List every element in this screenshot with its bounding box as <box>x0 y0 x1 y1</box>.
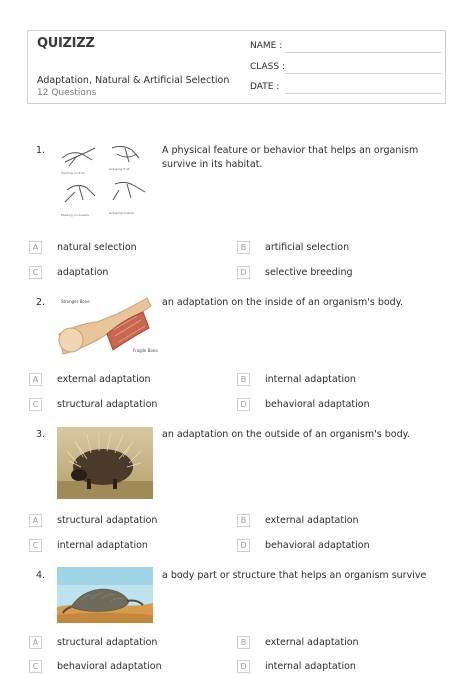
option-letter-box: D <box>237 539 250 552</box>
date-line <box>285 93 441 94</box>
question-number: 3. <box>36 429 46 440</box>
svg-text:Feeding on fruit: Feeding on fruit <box>61 171 85 175</box>
option-letter-box: B <box>237 373 250 386</box>
option-text: internal adaptation <box>265 661 356 672</box>
option-letter-box: A <box>29 514 42 527</box>
quizizz-logo: QUIZIZZ <box>37 36 95 51</box>
option-letter-box: C <box>29 660 42 673</box>
option-text: external adaptation <box>57 374 151 385</box>
svg-text:Feeding on insects: Feeding on insects <box>61 213 89 217</box>
question-number: 1. <box>36 145 46 156</box>
option-letter-box: A <box>29 241 42 254</box>
pangolin-image <box>57 567 153 623</box>
name-field[interactable] <box>250 41 282 51</box>
question-text: an adaptation on the inside of an organism's body. <box>162 297 403 308</box>
worksheet-title: Adaptation, Natural & Artificial Selection <box>37 75 230 86</box>
option-text: natural selection <box>57 242 137 253</box>
option-text: internal adaptation <box>265 374 356 385</box>
svg-text:Grasping fruit: Grasping fruit <box>109 167 130 171</box>
class-field[interactable] <box>250 62 285 72</box>
option-text: behavioral adaptation <box>265 399 370 410</box>
bone-label-fragile: Fragile Bone <box>133 348 158 353</box>
option-text: internal adaptation <box>57 540 148 551</box>
question-text: A physical feature or behavior that helps an organism survive in its habitat. <box>162 145 419 170</box>
option-letter-box: D <box>237 660 250 673</box>
option-letter-box: C <box>29 398 42 411</box>
name-line <box>285 52 441 53</box>
class-label: CLASS : <box>250 62 285 72</box>
option-text: selective breeding <box>265 267 353 278</box>
option-text: structural adaptation <box>57 515 158 526</box>
option-text: external adaptation <box>265 637 359 648</box>
worksheet-header <box>27 30 446 104</box>
porcupine-image <box>57 427 153 499</box>
option-text: structural adaptation <box>57 637 158 648</box>
svg-text:Grasping insects: Grasping insects <box>109 211 134 215</box>
date-field[interactable] <box>250 82 279 92</box>
bone-image <box>57 294 158 358</box>
option-letter-box: C <box>29 266 42 279</box>
option-text: external adaptation <box>265 515 359 526</box>
option-letter-box: C <box>29 539 42 552</box>
date-label: DATE : <box>250 82 280 92</box>
option-text: adaptation <box>57 267 109 278</box>
class-line <box>285 73 441 74</box>
option-letter-box: B <box>237 241 250 254</box>
option-text: behavioral adaptation <box>265 540 370 551</box>
question-number: 2. <box>36 297 46 308</box>
option-letter-box: B <box>237 636 250 649</box>
option-letter-box: A <box>29 373 42 386</box>
question-count: 12 Questions <box>37 88 97 98</box>
option-letter-box: B <box>237 514 250 527</box>
question-text: a body part or structure that helps an organism survive <box>162 570 427 581</box>
bone-label-stronger: Stronger Bone <box>61 299 90 304</box>
option-text: artificial selection <box>265 242 350 253</box>
option-letter-box: D <box>237 266 250 279</box>
question-number: 4. <box>36 570 46 581</box>
bird-beaks-image <box>57 140 153 226</box>
option-text: behavioral adaptation <box>57 661 162 672</box>
question-text: an adaptation on the outside of an organism's body. <box>162 429 410 440</box>
option-text: structural adaptation <box>57 399 158 410</box>
name-label: NAME : <box>250 41 283 51</box>
option-letter-box: A <box>29 636 42 649</box>
option-letter-box: D <box>237 398 250 411</box>
